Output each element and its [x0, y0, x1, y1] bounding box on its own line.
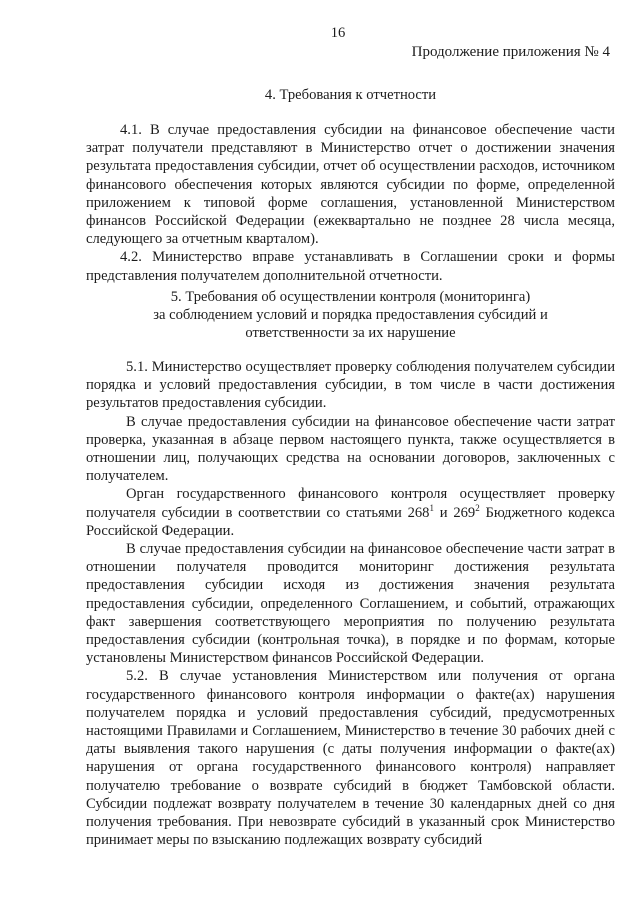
article-superscript-1: 1 [429, 502, 434, 513]
paragraph-4-2: 4.2. Министерство вправе устанавливать в Соглашении сроки и формы представления получателем дополнительной отчетности. [86, 249, 615, 284]
section-5-title-line-3: ответственности за их нарушение [245, 325, 456, 342]
paragraph-5-1-4: В случае предоставления субсидии на финансовое обеспечение части затрат в отношении получателя проводится мониторинг достижения результата предоставления субсидии исходя из достижения значения результата предоставления субсидии, определенного Соглашением, и событий, отражающих факт завершения соответствующего мероприятия по получению результата предоставления субсидии (контрольная точка), в порядке и по формам, которые установлены Министерством финансов Российской Федерации. [86, 541, 615, 667]
section-5-title-line-1: 5. Требования об осуществлении контроля (мониторинга) [170, 289, 531, 305]
paragraph-5-1-3 [86, 485, 615, 540]
section-4-body [86, 121, 615, 285]
paragraph-5-1-3-part-b: и 269 [433, 504, 476, 521]
paragraph-5-1: 5.1. Министерство осуществляет проверку соблюдения получателем субсидии порядка и условий предоставления субсидии, в том числе в части достижения результатов предоставления субсидии. [86, 359, 615, 412]
section-4-title: 4. Требования к отчетности [264, 87, 437, 103]
paragraph-5-2: 5.2. В случае установления Министерством или получения от органа государственного финансового контроля информации о факте(ах) нарушения получателем порядка и условий предоставления субсидий, предусмотренных настоящими Правилами и Соглашением, Министерство в течение 30 рабочих дней с даты выявления такого нарушения (с даты получения информации о факте(ах) нарушения от органа государственного финансового контроля) направляет получателю требование о возврате субсидий в бюджет Тамбовской области. Субсидии подлежат возврату получателем в течение 30 календарных дней со дня получения требования. При невозврате субсидий в указанный срок Министерство принимает меры по взысканию подлежащих возврату субсидий [86, 668, 615, 849]
paragraph-5-1-3-part-c: Бюджетного кодекса Российской Федерации. [86, 504, 615, 539]
section-5-title-line-2: за соблюдением условий и порядка предоставления субсидий и [153, 307, 548, 324]
appendix-continuation: Продолжение приложения № 4 [411, 44, 610, 60]
page-number: 16 [330, 25, 346, 41]
article-superscript-2: 2 [475, 502, 480, 513]
paragraph-5-1-3-part-a: Орган государственного финансового контроля осуществляет проверку получателя субсидии в соответствии со статьями 268 [86, 486, 615, 521]
section-5-heading-block [86, 288, 615, 343]
section-5-body [86, 358, 615, 849]
section-4-heading-block [86, 86, 615, 104]
paragraph-4-1: 4.1. В случае предоставления субсидии на финансовое обеспечение части затрат получатели представляют в Министерство отчет о достижении значения результата предоставления субсидии, отчет об осуществлении расходов, источником финансового обеспечения которых являются субсидии по форме, определенной приложением к типовой форме соглашения, установленной Министерством финансов Российской Федерации (ежеквартально не позднее 28 числа месяца, следующего за отчетным кварталом). [86, 122, 615, 248]
paragraph-5-1-2: В случае предоставления субсидии на финансовое обеспечение части затрат проверка, указанная в абзаце первом настоящего пункта, также осуществляется в отношении лиц, получающих средства на основании договоров, заключенных с получателем. [86, 413, 615, 485]
